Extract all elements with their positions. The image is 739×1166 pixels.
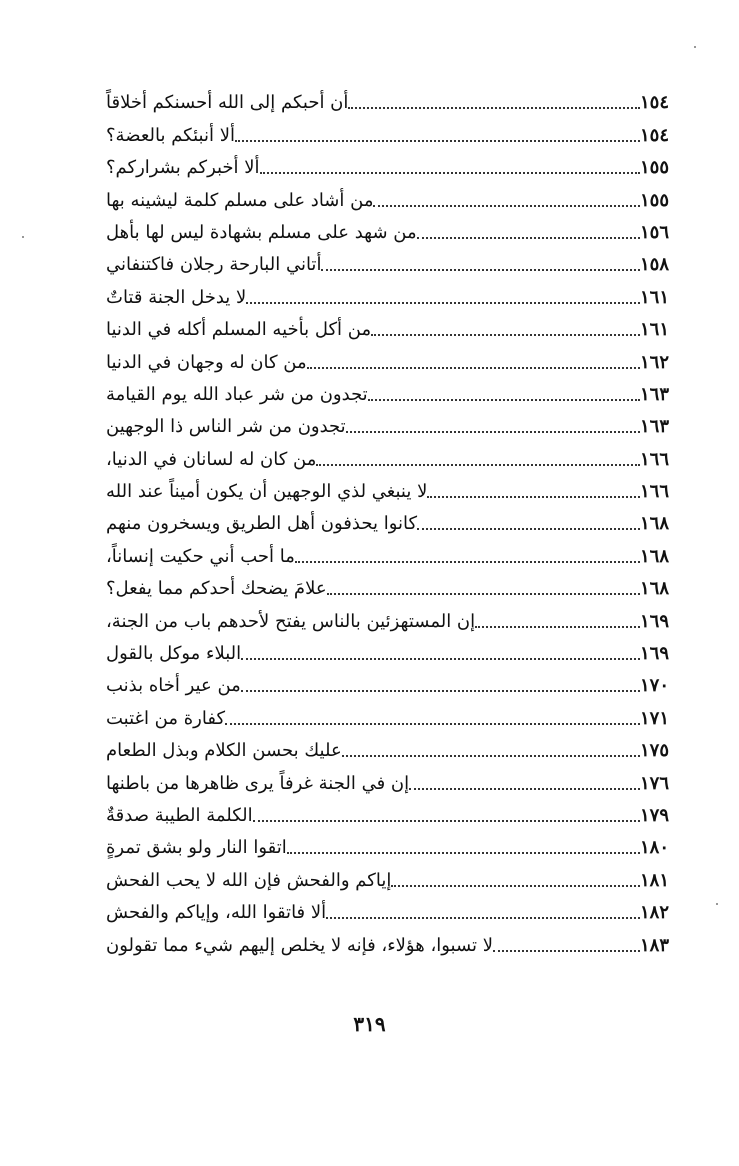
toc-entry [98, 665, 690, 697]
toc-entry [98, 212, 690, 244]
dot-leader [327, 593, 640, 595]
toc-entry [98, 438, 690, 470]
toc-entry-page: ١٦٣ [640, 416, 670, 438]
toc-entry [98, 795, 690, 827]
toc-entry-page: ١٧٥ [640, 740, 670, 762]
dot-leader [391, 885, 640, 887]
toc-entry [98, 374, 690, 406]
dot-leader [246, 302, 640, 304]
scan-speck [22, 236, 24, 238]
toc-entry-page: ١٥٤ [640, 124, 670, 146]
dot-leader [409, 788, 640, 790]
toc-entry-page: ١٧٠ [640, 675, 670, 697]
dot-leader [307, 367, 640, 369]
toc-entry [98, 406, 690, 438]
toc-entry-title: كانوا يحذفون أهل الطريق ويسخرون منهم [106, 513, 418, 535]
toc-entry-page: ١٥٨ [640, 254, 670, 276]
toc-entry-page: ١٧١ [640, 707, 670, 729]
dot-leader [260, 172, 640, 174]
dot-leader [346, 431, 640, 433]
toc-entry-title: ألا فاتقوا الله، وإياكم والفحش [106, 902, 327, 924]
toc-entry-title: البلاء موكل بالقول [106, 643, 242, 665]
dot-leader [253, 820, 640, 822]
toc-entry [98, 924, 690, 956]
toc-entry-page: ١٦٢ [640, 351, 670, 373]
toc-entry [98, 244, 690, 276]
toc-entry-page: ١٦٨ [640, 578, 670, 600]
toc-entry-page: ١٧٦ [640, 772, 670, 794]
toc-entry [98, 471, 690, 503]
toc-entry-title: من كان له لسانان في الدنيا، [106, 448, 317, 470]
toc-entry-page: ١٦٩ [640, 610, 670, 632]
toc-entry [98, 147, 690, 179]
dot-leader [475, 626, 640, 628]
toc-entry-title: أتاني البارحة رجلان فاكتنفاني [106, 254, 322, 276]
toc-entry [98, 309, 690, 341]
toc-entry [98, 179, 690, 211]
toc-entry [98, 82, 690, 114]
toc-entry-title: اتقوا النار ولو بشق تمرةٍ [106, 837, 287, 859]
page-number: ٣١٩ [353, 1012, 386, 1036]
dot-leader [368, 399, 640, 401]
toc-entry-title: ألا أخبركم بشراركم؟ [106, 157, 260, 179]
dot-leader [241, 690, 640, 692]
dot-leader [342, 755, 640, 757]
scan-speck [716, 903, 718, 905]
toc-entry-title: ألا أنبئكم بالعضة؟ [106, 124, 235, 146]
dot-leader [321, 269, 640, 271]
toc-entry-title: لا تسبوا، هؤلاء، فإنه لا يخلص إليهم شيء مما تقولون [106, 934, 494, 956]
toc-entry-page: ١٨٠ [640, 837, 670, 859]
toc-entry-title: لا ينبغي لذي الوجهين أن يكون أميناً عند الله [106, 481, 428, 503]
toc-entry [98, 535, 690, 567]
toc-entry-page: ١٧٩ [640, 804, 670, 826]
toc-entry-title: تجدون من شر الناس ذا الوجهين [106, 416, 346, 438]
toc-entry-title: من عير أخاه بذنب [106, 675, 241, 697]
toc-entry [98, 276, 690, 308]
toc-entry-page: ١٦٦ [640, 481, 670, 503]
dot-leader [326, 917, 640, 919]
toc-entry-page: ١٥٤ [640, 92, 670, 114]
dot-leader [427, 496, 640, 498]
toc-entry-title: ما أحب أني حكيت إنساناً، [106, 545, 295, 567]
dot-leader [241, 658, 640, 660]
toc-entry [98, 114, 690, 146]
dot-leader [371, 334, 640, 336]
dot-leader [373, 205, 640, 207]
toc-entry [98, 600, 690, 632]
toc-entry [98, 503, 690, 535]
dot-leader [417, 237, 640, 239]
toc-entry-page: ١٦١ [640, 286, 670, 308]
toc-entry-page: ١٦٩ [640, 643, 670, 665]
toc-entry-title: من شهد على مسلم بشهادة ليس لها بأهل [106, 221, 417, 243]
toc-entry-title: عليك بحسن الكلام وبذل الطعام [106, 740, 342, 762]
dot-leader [235, 140, 640, 142]
toc-entry-page: ١٨٢ [640, 902, 670, 924]
toc-entry-page: ١٦٣ [640, 383, 670, 405]
dot-leader [348, 107, 640, 109]
toc-entry-title: إياكم والفحش فإن الله لا يحب الفحش [106, 869, 392, 891]
toc-entry [98, 762, 690, 794]
toc-entry-title: من أكل بأخيه المسلم أكله في الدنيا [106, 319, 372, 341]
toc-entry-title: الكلمة الطيبة صدقةٌ [106, 804, 253, 826]
toc-entry-title: إن المستهزئين بالناس يفتح لأحدهم باب من الجنة، [106, 610, 476, 632]
toc-entry-page: ١٦٨ [640, 513, 670, 535]
toc-entry [98, 697, 690, 729]
toc-entry [98, 568, 690, 600]
toc-entry [98, 730, 690, 762]
toc-entry [98, 341, 690, 373]
toc-entry-title: لا يدخل الجنة قتاتٌ [106, 286, 247, 308]
dot-leader [316, 464, 640, 466]
toc-entry-title: من أشاد على مسلم كلمة ليشينه بها [106, 189, 374, 211]
toc-entry-page: ١٦١ [640, 319, 670, 341]
toc-entry-page: ١٥٥ [640, 157, 670, 179]
toc-entry-page: ١٨١ [640, 869, 670, 891]
dot-leader [493, 950, 640, 952]
scan-speck [694, 46, 696, 48]
toc-entry [98, 859, 690, 891]
toc-entry-title: علامَ يضحك أحدكم مما يفعل؟ [106, 578, 327, 600]
toc-entry-page: ١٥٥ [640, 189, 670, 211]
toc-entry-title: تجدون من شر عباد الله يوم القيامة [106, 383, 368, 405]
dot-leader [225, 723, 640, 725]
toc-entry-title: من كان له وجهان في الدنيا [106, 351, 307, 373]
toc-entry-title: أن أحبكم إلى الله أحسنكم أخلاقاً [106, 92, 349, 114]
dot-leader [417, 528, 640, 530]
toc-entry [98, 633, 690, 665]
toc-entry-title: إن في الجنة غرفاً يرى ظاهرها من باطنها [106, 772, 410, 794]
dot-leader [295, 561, 640, 563]
dot-leader [287, 852, 640, 854]
toc-entry [98, 892, 690, 924]
table-of-contents [98, 82, 690, 957]
toc-entry-page: ١٨٣ [640, 934, 670, 956]
toc-entry-title: كفارة من اغتبت [106, 707, 226, 729]
toc-entry-page: ١٥٦ [640, 221, 670, 243]
toc-entry [98, 827, 690, 859]
toc-entry-page: ١٦٨ [640, 545, 670, 567]
toc-entry-page: ١٦٦ [640, 448, 670, 470]
